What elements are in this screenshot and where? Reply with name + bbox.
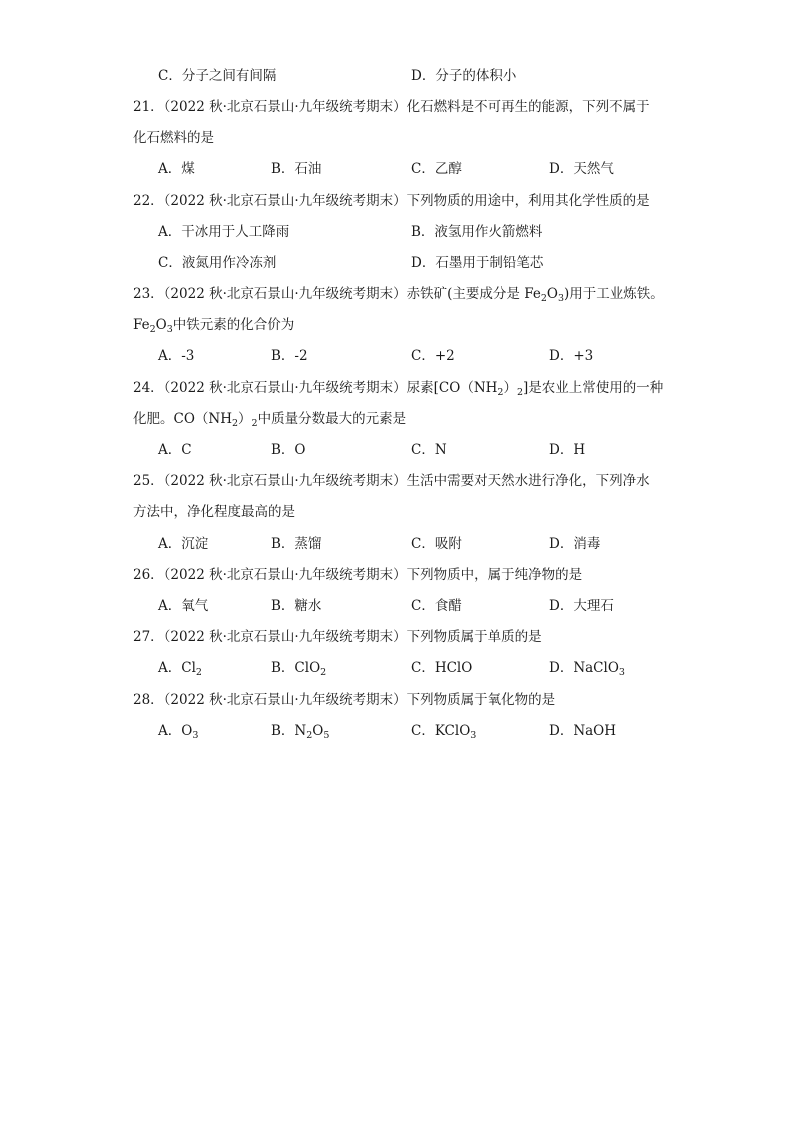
option-28-d: D．NaOH [549, 723, 617, 739]
question-25-stem-line1: 25．（2022 秋·北京石景山·九年级统考期末）生活中需要对天然水进行净化，下列净水 [133, 473, 650, 489]
option-25-a: A．沉淀 [158, 536, 209, 552]
question-24-stem-line1: 24．（2022 秋·北京石景山·九年级统考期末）尿素$[CO(NH_2)_2]$是农业上常使用的一种 [133, 380, 664, 398]
option-27-b: B．ClO$_2$ [271, 660, 327, 678]
option-20-d: D．分子的体积小 [411, 68, 517, 84]
question-21-stem-line2: 化石燃料的是 [133, 130, 214, 146]
question-27-stem-line1: 27．（2022 秋·北京石景山·九年级统考期末）下列物质属于单质的是 [133, 629, 542, 645]
option-22-d: D．石墨用于制铅笔芯 [411, 255, 544, 271]
option-23-a: A．-3 [158, 348, 195, 364]
question-28-stem-line1: 28．（2022 秋·北京石景山·九年级统考期末）下列物质属于氧化物的是 [133, 692, 556, 708]
option-23-b: B．-2 [271, 348, 308, 364]
option-28-b: B．$N_2O_5$ [271, 723, 330, 741]
option-24-a: A．C [158, 442, 192, 458]
option-27-c: C．HClO [411, 660, 473, 676]
question-23-stem-line2: $Fe_2O_3$中铁元素的化合价为 [133, 317, 295, 335]
option-25-b: B．蒸馏 [271, 536, 322, 552]
option-25-d: D．消毒 [549, 536, 601, 552]
question-24-stem-line2: 化肥。$CO(NH_2)_2$中质量分数最大的元素是 [133, 411, 407, 429]
question-26-stem-line1: 26．（2022 秋·北京石景山·九年级统考期末）下列物质中，属于纯净物的是 [133, 567, 583, 583]
option-24-b: B．O [271, 442, 306, 458]
option-21-d: D．天然气 [549, 161, 614, 177]
option-22-b: B．液氢用作火箭燃料 [411, 224, 543, 240]
option-24-d: D．H [549, 442, 586, 458]
option-26-a: A．氧气 [158, 598, 209, 614]
option-28-a: A．$O_3$ [158, 723, 199, 741]
option-21-b: B．石油 [271, 161, 322, 177]
question-23-stem-line1: 23．（2022 秋·北京石景山·九年级统考期末）赤铁矿(主要成分是 $Fe_2O_3$)用于工业炼铁。 [133, 286, 664, 304]
option-27-d: D．NaClO$_3$ [549, 660, 625, 678]
option-26-d: D．大理石 [549, 598, 614, 614]
option-23-c: C．+2 [411, 348, 455, 364]
option-24-c: C．N [411, 442, 447, 458]
option-20-c: C．分子之间有间隔 [158, 68, 277, 84]
option-25-c: C．吸附 [411, 536, 462, 552]
option-22-c: C．液氮用作冷冻剂 [158, 255, 277, 271]
question-25-stem-line2: 方法中，净化程度最高的是 [133, 504, 295, 520]
option-27-a: A．$Cl_2$ [158, 660, 202, 678]
option-28-c: C．KClO$_3$ [411, 723, 477, 741]
question-22-stem-line1: 22．（2022 秋·北京石景山·九年级统考期末）下列物质的用途中，利用其化学性质的是 [133, 193, 650, 209]
option-26-c: C．食醋 [411, 598, 462, 614]
option-26-b: B．糖水 [271, 598, 322, 614]
option-21-a: A．煤 [158, 161, 195, 177]
question-21-stem-line1: 21．（2022 秋·北京石景山·九年级统考期末）化石燃料是不可再生的能源，下列不属于 [133, 99, 650, 115]
option-22-a: A．干冰用于人工降雨 [158, 224, 290, 240]
option-23-d: D．+3 [549, 348, 594, 364]
option-21-c: C．乙醇 [411, 161, 462, 177]
